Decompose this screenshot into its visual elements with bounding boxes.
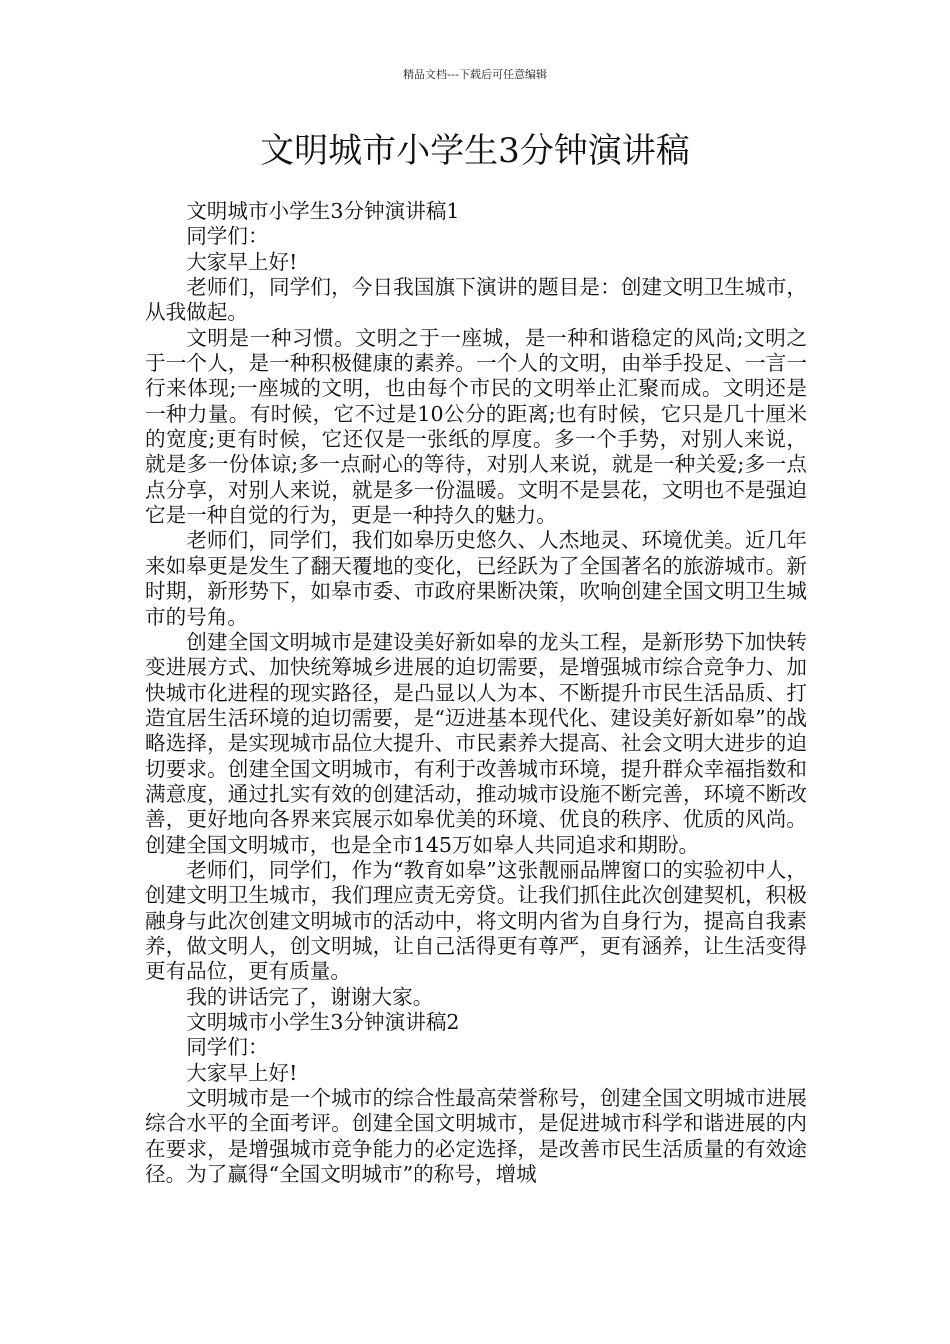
paragraph-greeting-2: 同学们： bbox=[186, 1035, 269, 1060]
paragraph-civilized-city-honor: 文明城市是一个城市的综合性最高荣誉称号，创建全国文明城市进展综合水平的全面考评。创建全国文明城市，是促进城市科学和谐进展的内在要求，是增强城市竞争能力的必定选择，是改善市民生活质量的有效途径。为了赢得“全国文明城市”的称号，增城 bbox=[145, 1086, 807, 1187]
paragraph-school-responsibility: 老师们，同学们，作为“教育如皋”这张靓丽品牌窗口的实验初中人，创建文明卫生城市，我们理应责无旁贷。让我们抓住此次创建契机，积极融身与此次创建文明城市的活动中，将文明内省为自身行为，提高自我素养，做文明人，创文明城，让自己活得更有尊严，更有涵养，让生活变得更有品位，更有质量。 bbox=[145, 857, 807, 984]
paragraph-speech2-heading: 文明城市小学生3分钟演讲稿2 bbox=[186, 1010, 460, 1034]
paragraph-topic: 老师们，同学们，今日我国旗下演讲的题目是：创建文明卫生城市，从我做起。 bbox=[145, 275, 807, 325]
paragraph-civilized-city-project: 创建全国文明城市是建设美好新如皋的龙头工程，是新形势下加快转变进展方式、加快统筹城乡进展的迫切需要，是增强城市综合竞争力、加快城市化进程的现实路径，是凸显以人为本、不断提升市民生活品质、打造宜居生活环境的迫切需要，是“迈进基本现代化、建设美好新如皋”的战略选择，是实现城市品位大提升、市民素养大提高、社会文明大进步的迫切要求。创建全国文明城市，有利于改善城市环境，提升群众幸福指数和满意度，通过扎实有效的创建活动，推动城市设施不断完善，环境不断改善，更好地向各界来宾展示如皋优美的环境、优良的秩序、优质的风尚。创建全国文明城市，也是全市145万如皋人共同追求和期盼。 bbox=[145, 629, 807, 857]
paragraph-closing: 我的讲话完了，谢谢大家。 bbox=[186, 984, 434, 1009]
page-header-note: 精品文档---下载后可任意编辑 bbox=[403, 68, 547, 81]
paragraph-greeting: 同学们： bbox=[186, 224, 269, 249]
paragraph-good-morning-2: 大家早上好! bbox=[186, 1060, 298, 1085]
page-title: 文明城市小学生3分钟演讲稿 bbox=[260, 131, 690, 171]
paragraph-speech1-heading: 文明城市小学生3分钟演讲稿1 bbox=[186, 199, 460, 223]
paragraph-civilization-habit: 文明是一种习惯。文明之于一座城，是一种和谐稳定的风尚;文明之于一个人，是一种积极健康的素养。一个人的文明，由举手投足、一言一行来体现;一座城的文明，也由每个市民的文明举止汇聚而成。文明还是一种力量。有时候，它不过是10公分的距离;也有时候，它只是几十厘米的宽度;更有时候，它还仅是一张纸的厚度。多一个手势，对别人来说，就是多一份体谅;多一点耐心的等待，对别人来说，就是一种关爱;多一点点分享，对别人来说，就是多一份温暖。文明不是昙花，文明也不是强迫它是一种自觉的行为，更是一种持久的魅力。 bbox=[145, 325, 807, 528]
paragraph-good-morning: 大家早上好! bbox=[186, 249, 298, 274]
paragraph-rugao-history: 老师们，同学们，我们如皋历史悠久、人杰地灵、环境优美。近几年来如皋更是发生了翻天覆地的变化，已经跃为了全国著名的旅游城市。新时期，新形势下，如皋市委、市政府果断决策，吹响创建全国文明卫生城市的号角。 bbox=[145, 528, 807, 629]
document-body bbox=[145, 199, 807, 1187]
